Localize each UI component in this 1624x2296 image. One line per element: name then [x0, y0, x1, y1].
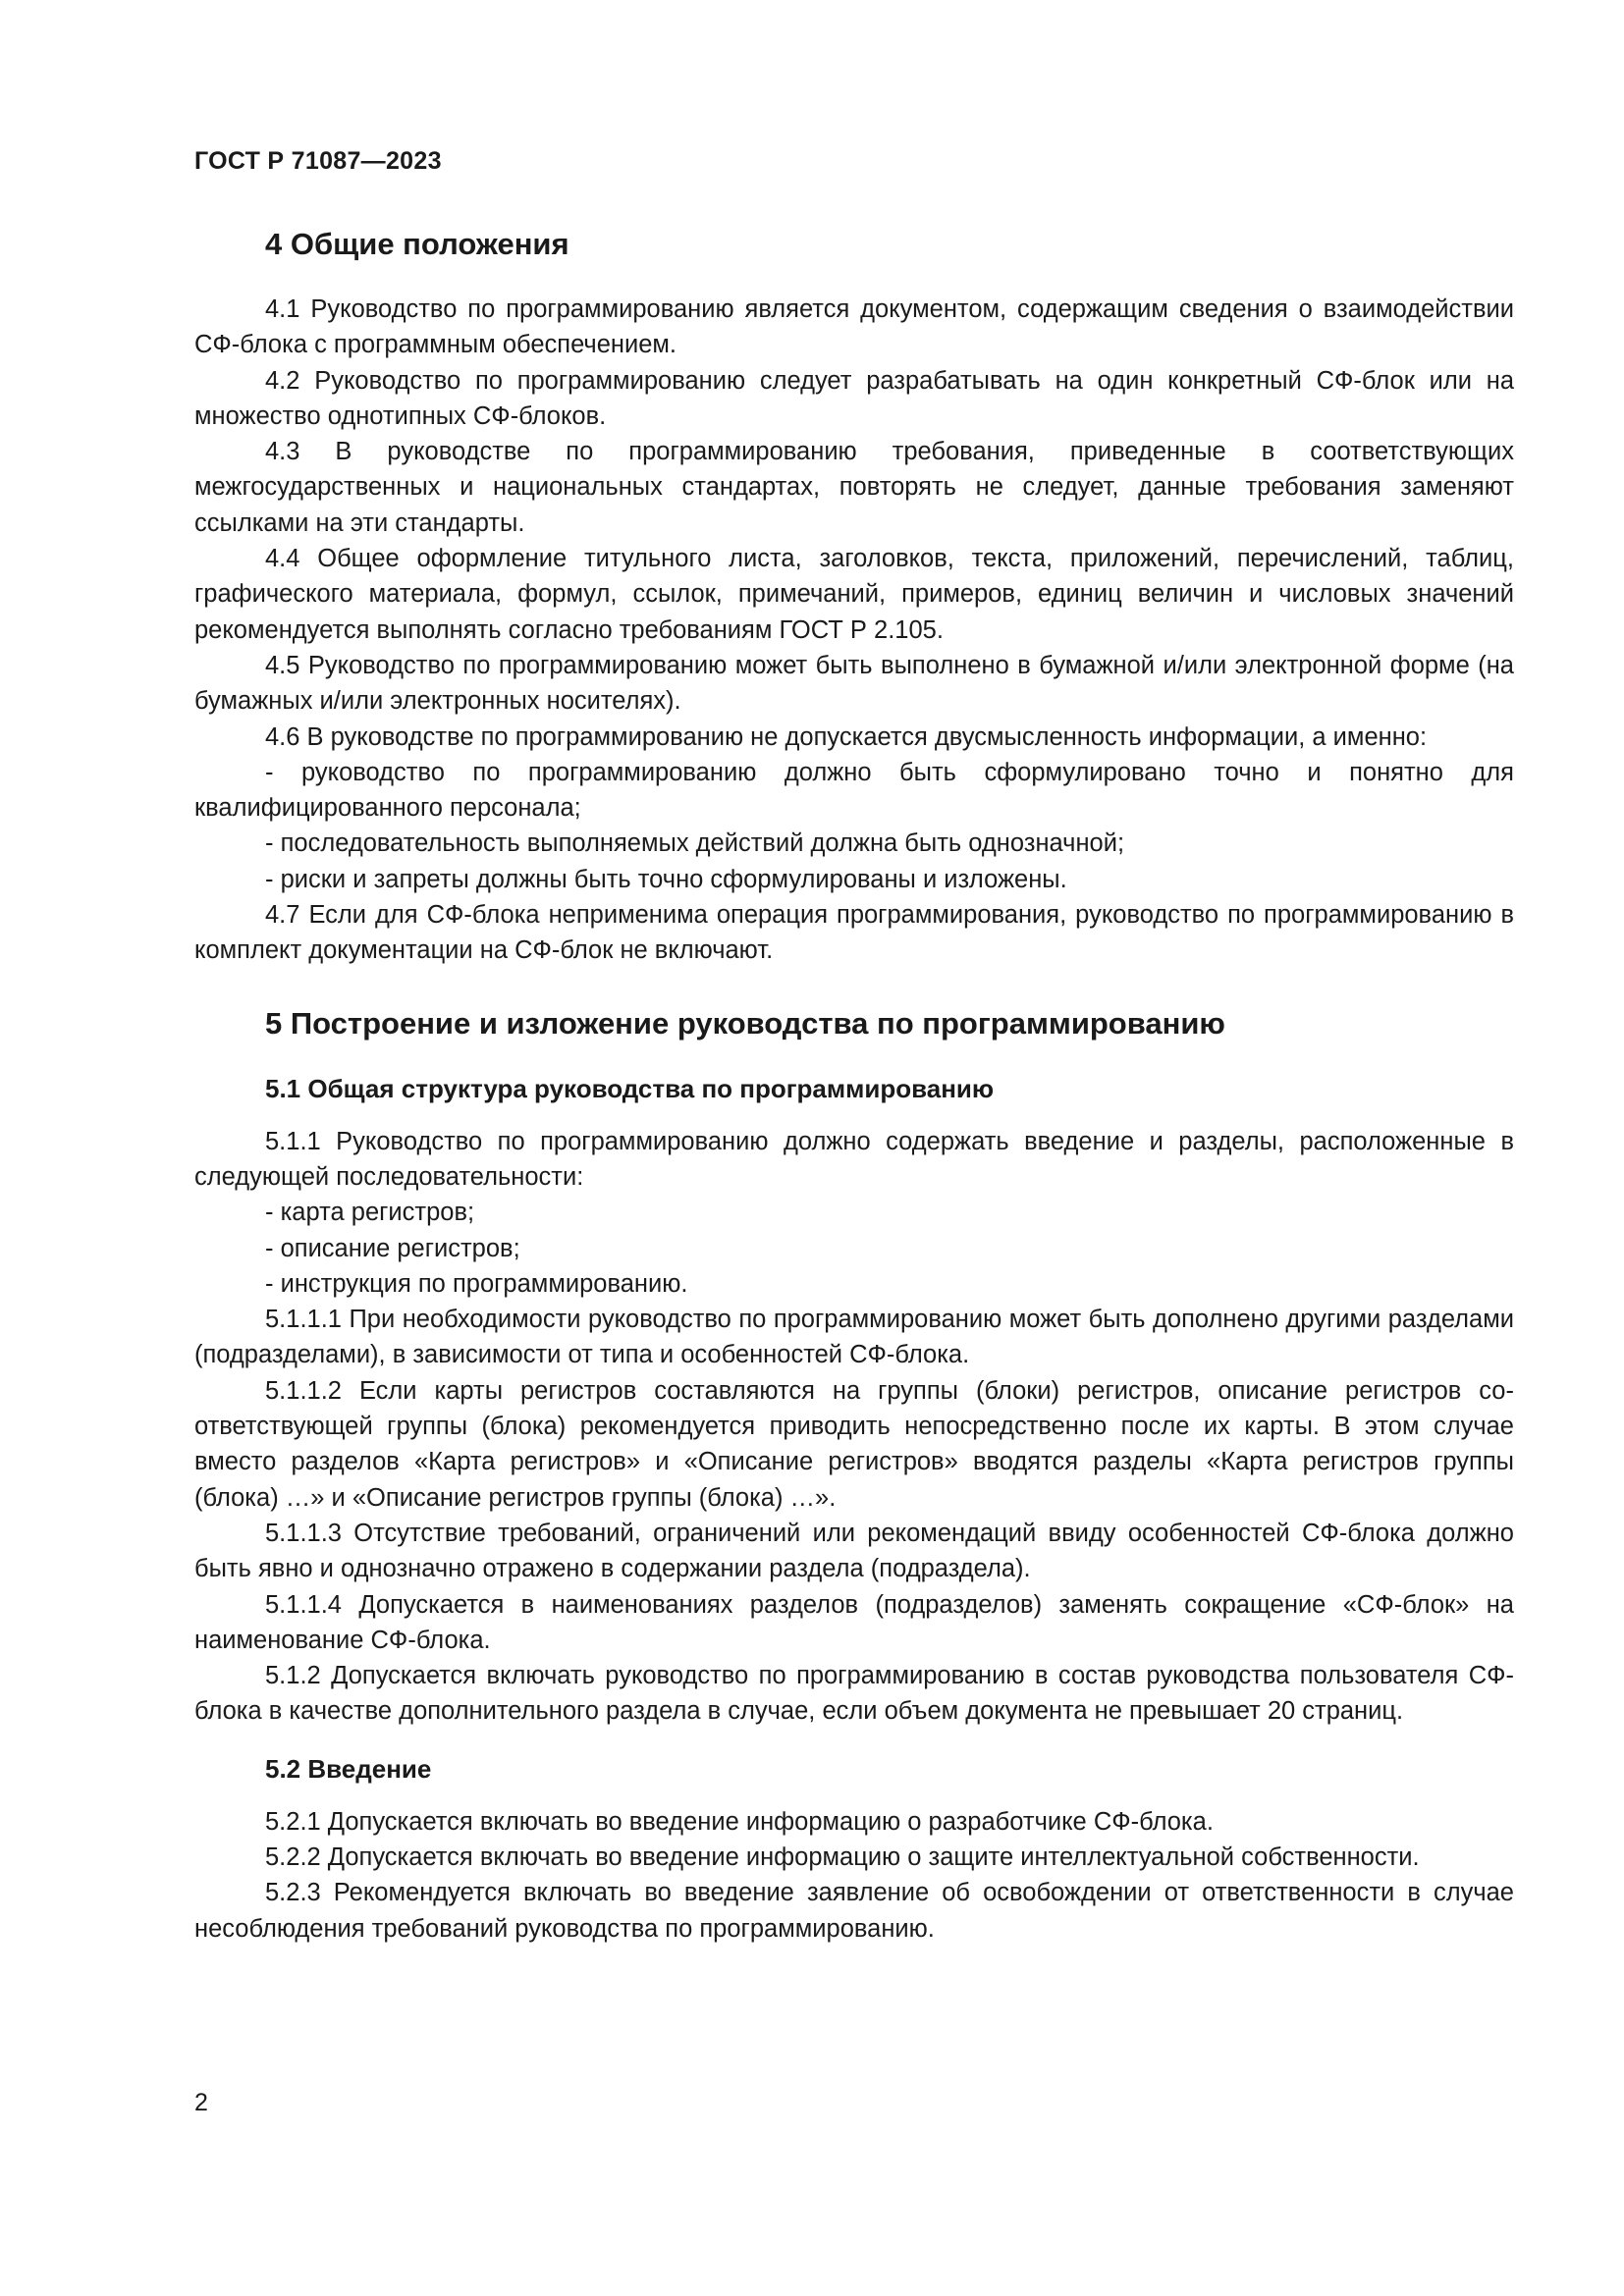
document-code: ГОСТ Р 71087—2023	[194, 147, 442, 175]
paragraph-4-3: 4.3 В руководстве по программированию требования, приведенные в соответствующих межгосударственных и национальных стандартах, повторять не следует, данные требования заменяют ссылками на эти стандарты.	[194, 438, 1514, 537]
subsection-5-1-title: 5.1 Общая структура руководства по программированию	[265, 1073, 995, 1103]
paragraph-5-2-2: 5.2.2 Допускается включать во введение информацию о защите интеллектуальной собственности.	[265, 1842, 1420, 1871]
paragraph-4-6: 4.6 В руководстве по программированию не допускается двусмысленность информации, а именно:	[265, 722, 1428, 751]
paragraph-4-2: 4.2 Руководство по программированию следует разрабатывать на один конкретный СФ-блок или на множество однотипных СФ-блоков.	[194, 366, 1514, 430]
paragraph-5-1-1-3: 5.1.1.3 Отсутствие требований, ограничений или рекомендаций ввиду особенностей СФ-блока должно быть явно и однозначно отражено в содержании раздела (подраздела).	[194, 1519, 1514, 1583]
paragraph-4-4: 4.4 Общее оформление титульного листа, заголовков, текста, приложений, перечислений, таблиц, графического материала, формул, ссылок, примечаний, примеров, единиц величин и числовых значений рекомендуется выполнять согласно требованиям ГОСТ Р 2.105.	[194, 545, 1514, 644]
document-body	[194, 221, 1514, 1947]
list-item: - руководство по программированию должно быть сформулировано точно и понятно для квалифицированного персонала;	[194, 758, 1514, 823]
paragraph-4-5: 4.5 Руководство по программированию может быть выполнено в бумажной и/или электронной форме (на бумажных и/или электронных носителях).	[194, 651, 1514, 716]
subsection-5-2-title: 5.2 Введение	[265, 1753, 432, 1784]
list-item: - карта регистров;	[265, 1199, 475, 1227]
page-number: 2	[194, 2089, 208, 2116]
paragraph-4-1: 4.1 Руководство по программированию является документом, содержащим сведения о взаимодействии СФ-блока с программным обеспечением.	[194, 295, 1514, 359]
paragraph-5-2-3: 5.2.3 Рекомендуется включать во введение заявление об освобождении от ответственности в случае несоблюдения требований руководства по программированию.	[194, 1879, 1514, 1943]
paragraph-5-1-1-4: 5.1.1.4 Допускается в наименованиях разделов (подразделов) заменять сокращение «СФ-блок» на наименование СФ-блока.	[194, 1590, 1514, 1654]
subsection-5-1-body	[194, 1124, 1514, 1730]
section-5-title: 5 Построение и изложение руководства по программированию	[265, 1005, 1225, 1041]
subsection-5-2-body	[194, 1804, 1514, 1947]
paragraph-5-1-1-1: 5.1.1.1 При необходимости руководство по программированию может быть дополнено другими разделами (подразделами), в зависимости от типа и особенностей СФ-блока.	[194, 1306, 1514, 1369]
paragraph-5-2-1: 5.2.1 Допускается включать во введение информацию о разработчике СФ-блока.	[265, 1807, 1214, 1836]
list-item: - риски и запреты должны быть точно сформулированы и изложены.	[265, 865, 1067, 893]
list-item: - последовательность выполняемых действий должна быть однозначной;	[265, 829, 1125, 858]
paragraph-5-1-2: 5.1.2 Допускается включать руководство по программированию в состав руководства пользователя СФ-блока в качестве дополнительного раздела в случае, если объем документа не превышает 20 страниц.	[194, 1662, 1514, 1726]
section-4-body	[194, 292, 1514, 969]
list-item: - инструкция по программированию.	[265, 1269, 688, 1298]
paragraph-5-1-1: 5.1.1 Руководство по программированию должно содержать введение и разделы, расположенные в следующей последовательности:	[194, 1127, 1514, 1191]
paragraph-4-7: 4.7 Если для СФ-блока неприменима операция программирования, руководство по программированию в комплект документации на СФ-блок не включают.	[194, 901, 1514, 965]
section-4-title: 4 Общие положения	[265, 227, 569, 261]
list-item: - описание регистров;	[265, 1234, 520, 1262]
paragraph-5-1-1-2: 5.1.1.2 Если карты регистров составляются на группы (блоки) регистров, описание регистров соответствующей группы (блока) рекомендуется приводить непосредственно после их карты. В этом случае вместо разделов «Карта регистров» и «Описание регистров» вводятся разделы «Карта регистров группы (блока) …» и «Описание регистров группы (блока) …».	[194, 1376, 1514, 1512]
